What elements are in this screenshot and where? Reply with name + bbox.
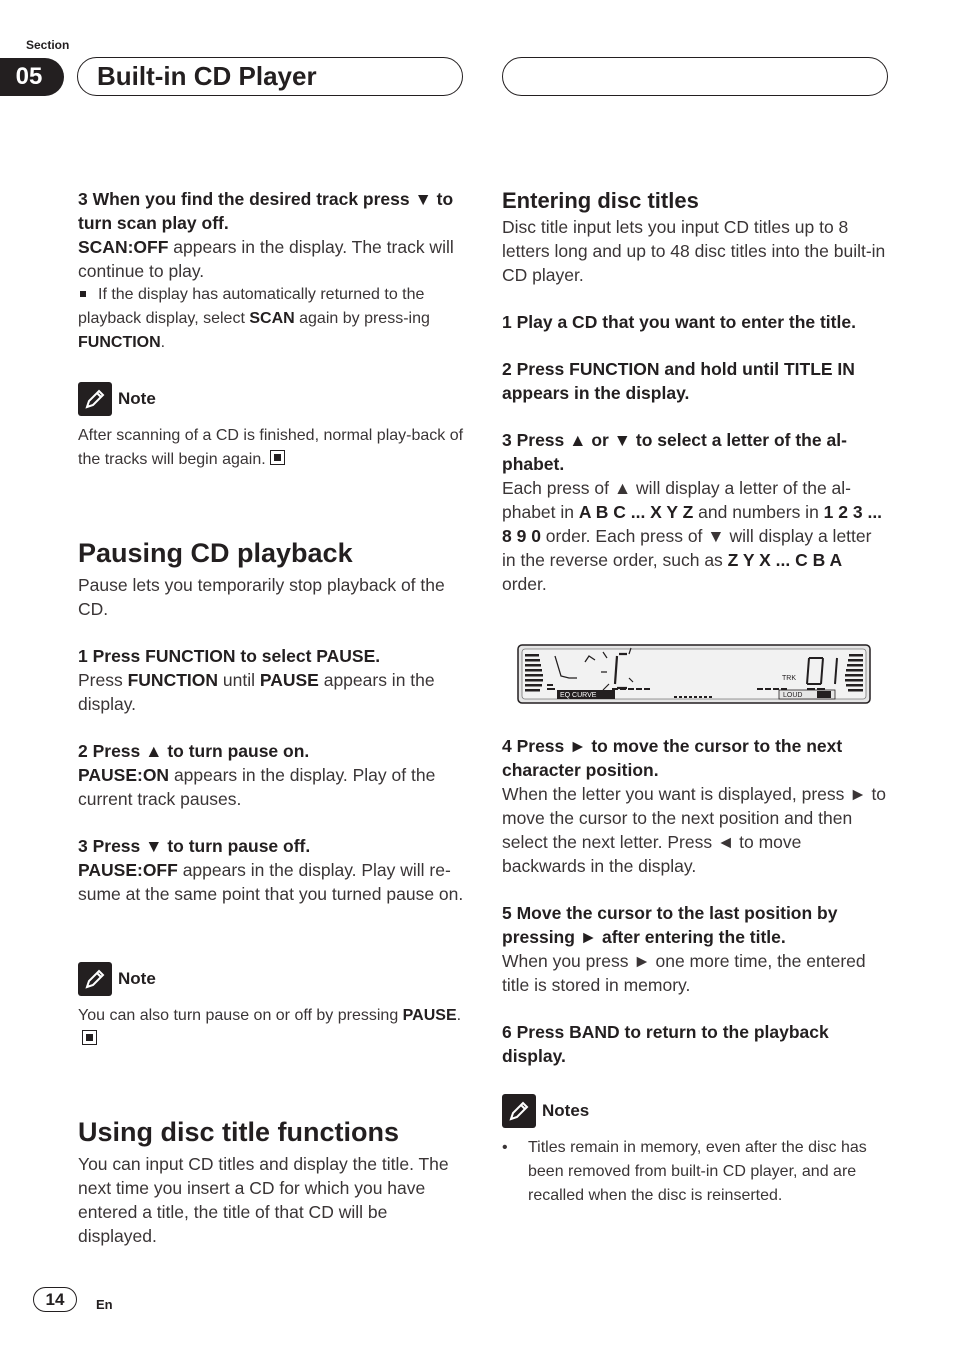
body-text: order. xyxy=(502,574,547,594)
step-heading: 3 Press ▲ or ▼ to select a letter of the al-phabet. xyxy=(502,430,847,474)
step-heading: 3 When you find the desired track press ▼ to turn scan play off. xyxy=(78,189,454,233)
section-heading: Pausing CD playback xyxy=(78,538,353,568)
body-text: Press xyxy=(78,670,128,690)
stop-icon xyxy=(82,1030,97,1045)
step-body xyxy=(78,668,466,716)
step-heading: 1 Press FUNCTION to select PAUSE. xyxy=(78,646,381,666)
subsection-heading: Entering disc titles xyxy=(502,188,699,213)
letter-sequence: Z Y X ... C B A xyxy=(727,550,843,570)
page-number: 14 xyxy=(33,1287,77,1312)
list-item xyxy=(502,1136,888,1208)
body-text: . xyxy=(456,1007,462,1024)
right-column xyxy=(502,187,888,596)
note-text xyxy=(78,424,466,472)
notes-block xyxy=(502,1094,888,1208)
step-body: When you press ► one more time, the entered title is stored in memory. xyxy=(502,951,866,995)
intro-text: You can input CD titles and display the title. The next time you insert a CD for which you have entered a title, the title of that CD will be displayed. xyxy=(78,1154,449,1246)
body-text: . xyxy=(160,334,166,351)
note-label: Notes xyxy=(542,1101,590,1120)
display-term: SCAN:OFF xyxy=(78,237,169,257)
note-text xyxy=(78,1004,466,1052)
body-text: If the display has automatically returned to the playback display, select xyxy=(78,286,425,327)
body-text: again by press-ing xyxy=(294,310,430,327)
button-term: FUNCTION xyxy=(127,670,219,690)
title-box-empty xyxy=(502,57,888,96)
right-column-lower xyxy=(502,734,888,1068)
note-label: Note xyxy=(118,969,156,988)
number-sequence: 1 2 3 ... 8 9 0 xyxy=(502,502,883,546)
step-heading: 3 Press ▼ to turn pause off. xyxy=(78,836,311,856)
note-heading xyxy=(502,1094,888,1128)
body-text: appears in the display. xyxy=(78,670,435,714)
note-block xyxy=(78,382,466,472)
intro-text: Disc title input lets you input CD titles up to 8 letters long and up to 48 disc titles into the built-in CD player. xyxy=(502,217,886,285)
body-text: You can also turn pause on or off by pressing xyxy=(78,1007,403,1024)
step-heading: 5 Move the cursor to the last position by pressing ► after entering the title. xyxy=(502,903,838,947)
page-title: Built-in CD Player xyxy=(77,57,463,96)
pencil-icon xyxy=(78,382,112,416)
body-text: until xyxy=(218,670,260,690)
display-term: PAUSE:OFF xyxy=(78,860,178,880)
body-text: appears in the display. Play of the current track pauses. xyxy=(78,765,436,809)
stop-icon xyxy=(270,450,285,465)
step-body xyxy=(78,763,466,811)
note-block xyxy=(78,962,466,1052)
body-text: After scanning of a CD is finished, normal play-back of the tracks will begin again. xyxy=(78,427,464,468)
button-term: PAUSE xyxy=(402,1007,457,1024)
note-heading xyxy=(78,962,466,996)
step-body: When the letter you want is displayed, press ► to move the cursor to the next position and then select the next letter. Press ◄ to move backwards in the display. xyxy=(502,784,887,876)
display-term: PAUSE xyxy=(259,670,319,690)
section-number: 05 xyxy=(0,58,64,96)
lcd-eq-label: EQ CURVE xyxy=(560,692,597,699)
lcd-display-illustration xyxy=(517,644,871,704)
intro-text: Pause lets you temporarily stop playback of the CD. xyxy=(78,575,445,619)
step-body xyxy=(78,858,466,906)
step-heading: 6 Press BAND to return to the playback display. xyxy=(502,1022,829,1066)
pausing-section xyxy=(78,537,466,906)
note-label: Note xyxy=(118,389,156,408)
step-body xyxy=(502,476,888,596)
display-term: SCAN xyxy=(249,310,295,327)
body-text: appears in the display. Play will re-sume at the same point that you turned pause on. xyxy=(78,860,464,904)
lcd-trk-label: TRK xyxy=(782,675,796,682)
section-label: Section xyxy=(26,38,70,52)
step-note xyxy=(78,283,466,355)
step-heading: 2 Press ▲ to turn pause on. xyxy=(78,741,310,761)
left-column xyxy=(78,187,466,355)
pencil-icon xyxy=(78,962,112,996)
note-text: Titles remain in memory, even after the disc has been removed from built-in CD player, and are recalled when the disc is reinserted. xyxy=(528,1139,867,1204)
step-body xyxy=(78,235,466,283)
note-heading xyxy=(78,382,466,416)
body-text: and numbers in xyxy=(693,502,824,522)
button-term: FUNCTION xyxy=(78,334,161,351)
body-text: order. Each press of ▼ will display a letter in the reverse order, such as xyxy=(502,526,872,570)
bullet-square-icon xyxy=(80,291,86,297)
letter-sequence: A B C ... X Y Z xyxy=(578,502,694,522)
disc-title-section xyxy=(78,1116,466,1248)
step-heading: 2 Press FUNCTION and hold until TITLE IN appears in the display. xyxy=(502,359,855,403)
step-heading: 4 Press ► to move the cursor to the next character position. xyxy=(502,736,843,780)
pencil-icon xyxy=(502,1094,536,1128)
lcd-loud-label: LOUD xyxy=(783,692,803,699)
bullet-dot-icon: • xyxy=(502,1139,508,1156)
step-heading: 1 Play a CD that you want to enter the title. xyxy=(502,312,856,332)
language-label: En xyxy=(96,1297,113,1312)
body-text: Each press of ▲ will display a letter of the al-phabet in xyxy=(502,478,852,522)
section-heading: Using disc title functions xyxy=(78,1117,400,1147)
body-text: appears in the display. The track will continue to play. xyxy=(78,237,454,281)
display-term: PAUSE:ON xyxy=(78,765,170,785)
